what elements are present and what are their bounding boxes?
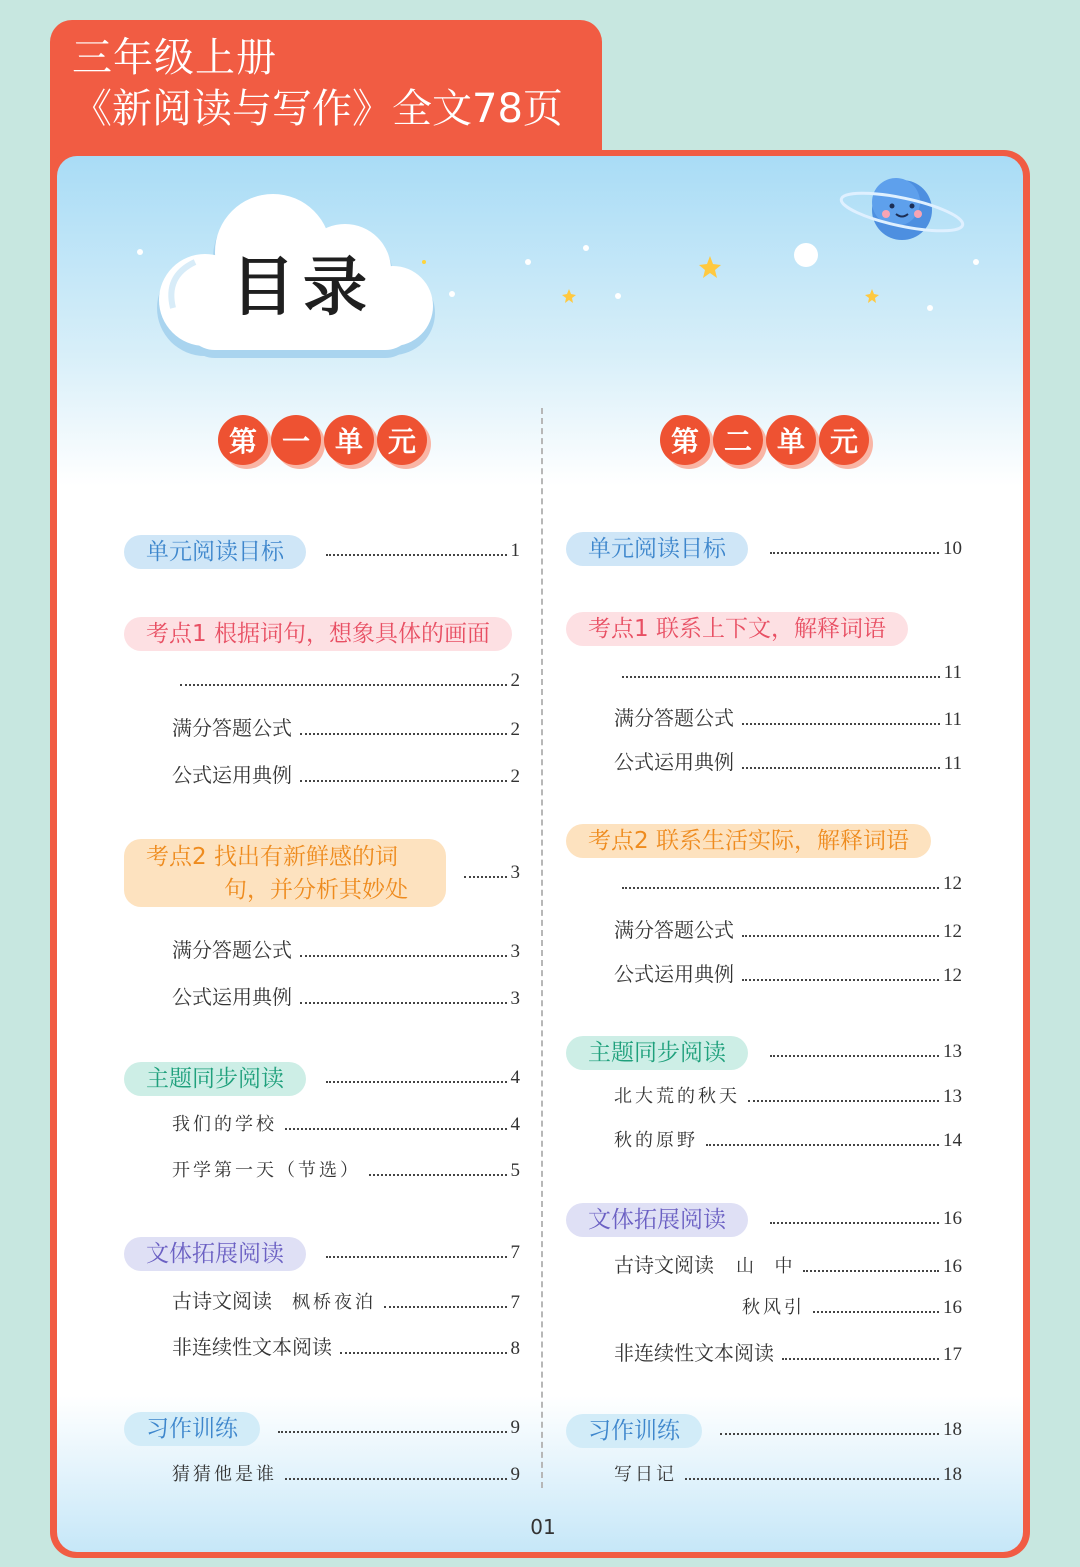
section-tag: 考点1 联系上下文，解释词语 <box>566 612 908 646</box>
planet-icon <box>838 168 968 248</box>
toc-entry[interactable] <box>172 1285 520 1314</box>
toc-entry[interactable] <box>270 1417 520 1439</box>
toc-entry[interactable] <box>318 540 520 562</box>
entry-label: 古诗文阅读 <box>614 1253 714 1277</box>
entry-label: 满分答题公式 <box>614 706 734 730</box>
toc-entry[interactable] <box>762 1041 962 1063</box>
unit-1-heading <box>218 415 430 475</box>
page-ref: 3 <box>510 862 520 883</box>
book-title: 《新阅读与写作》全文78页 <box>72 86 563 132</box>
section-tag: 考点2 联系生活实际，解释词语 <box>566 824 931 858</box>
page-ref: 7 <box>510 1292 520 1313</box>
page-ref: 8 <box>510 1338 520 1359</box>
section-tag: 主题同步阅读 <box>124 1062 306 1096</box>
section-tag: 考点1 根据词句，想象具体的画面 <box>124 617 512 651</box>
section-tag: 单元阅读目标 <box>566 532 748 566</box>
page-ref: 16 <box>943 1208 962 1229</box>
entry-label: 非连续性文本阅读 <box>172 1335 332 1359</box>
entry-label: 公式运用典例 <box>614 750 734 774</box>
entry-label: 我们的学校 <box>172 1114 277 1135</box>
toc-entry[interactable] <box>172 759 520 788</box>
toc-entry[interactable] <box>318 1242 520 1264</box>
page-ref: 3 <box>510 988 520 1009</box>
page-ref: 4 <box>510 1114 520 1135</box>
grade-label: 三年级上册 <box>72 35 277 81</box>
section-tag: 主题同步阅读 <box>566 1036 748 1070</box>
page-ref: 12 <box>943 965 962 986</box>
section-tag <box>124 839 446 907</box>
toc-entry[interactable] <box>614 662 962 684</box>
page-ref: 10 <box>943 538 962 559</box>
unit-1-char: 一 <box>271 415 321 465</box>
entry-sub-label: 山 中 <box>736 1256 796 1277</box>
page-ref: 4 <box>510 1067 520 1088</box>
page-ref: 11 <box>943 753 962 774</box>
toc-entry[interactable] <box>762 538 962 560</box>
entry-label: 北大荒的秋天 <box>614 1086 740 1107</box>
toc-entry[interactable] <box>614 914 962 943</box>
unit-2-char: 单 <box>766 415 816 465</box>
unit-1-char: 第 <box>218 415 268 465</box>
toc-entry[interactable] <box>614 958 962 987</box>
section-tag-line: 句，并分析其妙处 <box>224 877 408 903</box>
page-ref: 13 <box>943 1041 962 1062</box>
toc-entry[interactable] <box>614 1337 962 1366</box>
page-ref: 13 <box>943 1086 962 1107</box>
toc-entry[interactable] <box>172 712 520 741</box>
page-ref: 16 <box>943 1256 962 1277</box>
page-ref: 2 <box>510 766 520 787</box>
page-ref: 9 <box>510 1417 520 1438</box>
section-tag: 习作训练 <box>566 1414 702 1448</box>
toc-entry[interactable] <box>614 1460 962 1486</box>
entry-label: 猜猜他是谁 <box>172 1464 277 1485</box>
page-ref: 16 <box>943 1297 962 1318</box>
unit-2-char: 第 <box>660 415 710 465</box>
unit-2-char: 元 <box>819 415 869 465</box>
section-tag: 单元阅读目标 <box>124 535 306 569</box>
section-tag: 习作训练 <box>124 1412 260 1446</box>
entry-label: 古诗文阅读 <box>172 1289 272 1313</box>
page-ref: 3 <box>510 941 520 962</box>
entry-label: 非连续性文本阅读 <box>614 1341 774 1365</box>
entry-label: 满分答题公式 <box>172 716 292 740</box>
page-ref: 12 <box>943 873 962 894</box>
toc-entry[interactable] <box>172 1460 520 1486</box>
page-number: 01 <box>530 1515 556 1539</box>
page-ref: 2 <box>510 719 520 740</box>
toc-entry[interactable] <box>172 934 520 963</box>
entry-label: 秋风引 <box>742 1297 805 1318</box>
entry-label: 秋的原野 <box>614 1130 698 1151</box>
toc-entry[interactable] <box>172 670 520 692</box>
unit-2-heading <box>660 415 872 475</box>
page-ref: 12 <box>943 921 962 942</box>
unit-1-char: 单 <box>324 415 374 465</box>
page-ref: 18 <box>943 1419 962 1440</box>
column-divider <box>541 408 543 1488</box>
toc-entry[interactable] <box>712 1419 962 1441</box>
entry-label: 满分答题公式 <box>614 918 734 942</box>
toc-entry[interactable] <box>762 1208 962 1230</box>
entry-label: 公式运用典例 <box>172 763 292 787</box>
entry-label: 开学第一天（节选） <box>172 1160 361 1181</box>
page-ref: 2 <box>510 670 520 691</box>
unit-1-char: 元 <box>377 415 427 465</box>
page-ref: 18 <box>943 1464 962 1485</box>
toc-entry[interactable] <box>614 746 962 775</box>
entry-label: 满分答题公式 <box>172 938 292 962</box>
toc-entry[interactable] <box>318 1067 520 1089</box>
page-ref: 1 <box>510 540 520 561</box>
toc-entry[interactable] <box>614 873 962 895</box>
section-tag: 文体拓展阅读 <box>124 1237 306 1271</box>
entry-label: 写日记 <box>614 1464 677 1485</box>
page-ref: 14 <box>943 1130 962 1151</box>
unit-2-char: 二 <box>713 415 763 465</box>
entry-label: 公式运用典例 <box>172 985 292 1009</box>
toc-entry[interactable] <box>614 1249 962 1278</box>
page-ref: 7 <box>510 1242 520 1263</box>
entry-label: 公式运用典例 <box>614 962 734 986</box>
toc-entry[interactable] <box>614 702 962 731</box>
page-ref: 11 <box>943 709 962 730</box>
section-tag-line: 考点2 找出有新鲜感的词 <box>146 844 398 870</box>
toc-entry[interactable] <box>742 1293 962 1319</box>
page-ref: 9 <box>510 1464 520 1485</box>
toc-entry[interactable] <box>614 1082 962 1108</box>
page-title: 目录 <box>231 251 375 325</box>
toc-entry[interactable] <box>172 1331 520 1360</box>
toc-entry[interactable] <box>172 1110 520 1136</box>
entry-sub-label: 枫桥夜泊 <box>292 1292 376 1313</box>
page-ref: 5 <box>510 1160 520 1181</box>
toc-entry[interactable] <box>172 1156 520 1182</box>
toc-entry[interactable] <box>172 981 520 1010</box>
toc-entry[interactable] <box>456 862 520 884</box>
section-tag: 文体拓展阅读 <box>566 1203 748 1237</box>
page-ref: 11 <box>943 662 962 683</box>
toc-entry[interactable] <box>614 1126 962 1152</box>
page-ref: 17 <box>943 1344 962 1365</box>
